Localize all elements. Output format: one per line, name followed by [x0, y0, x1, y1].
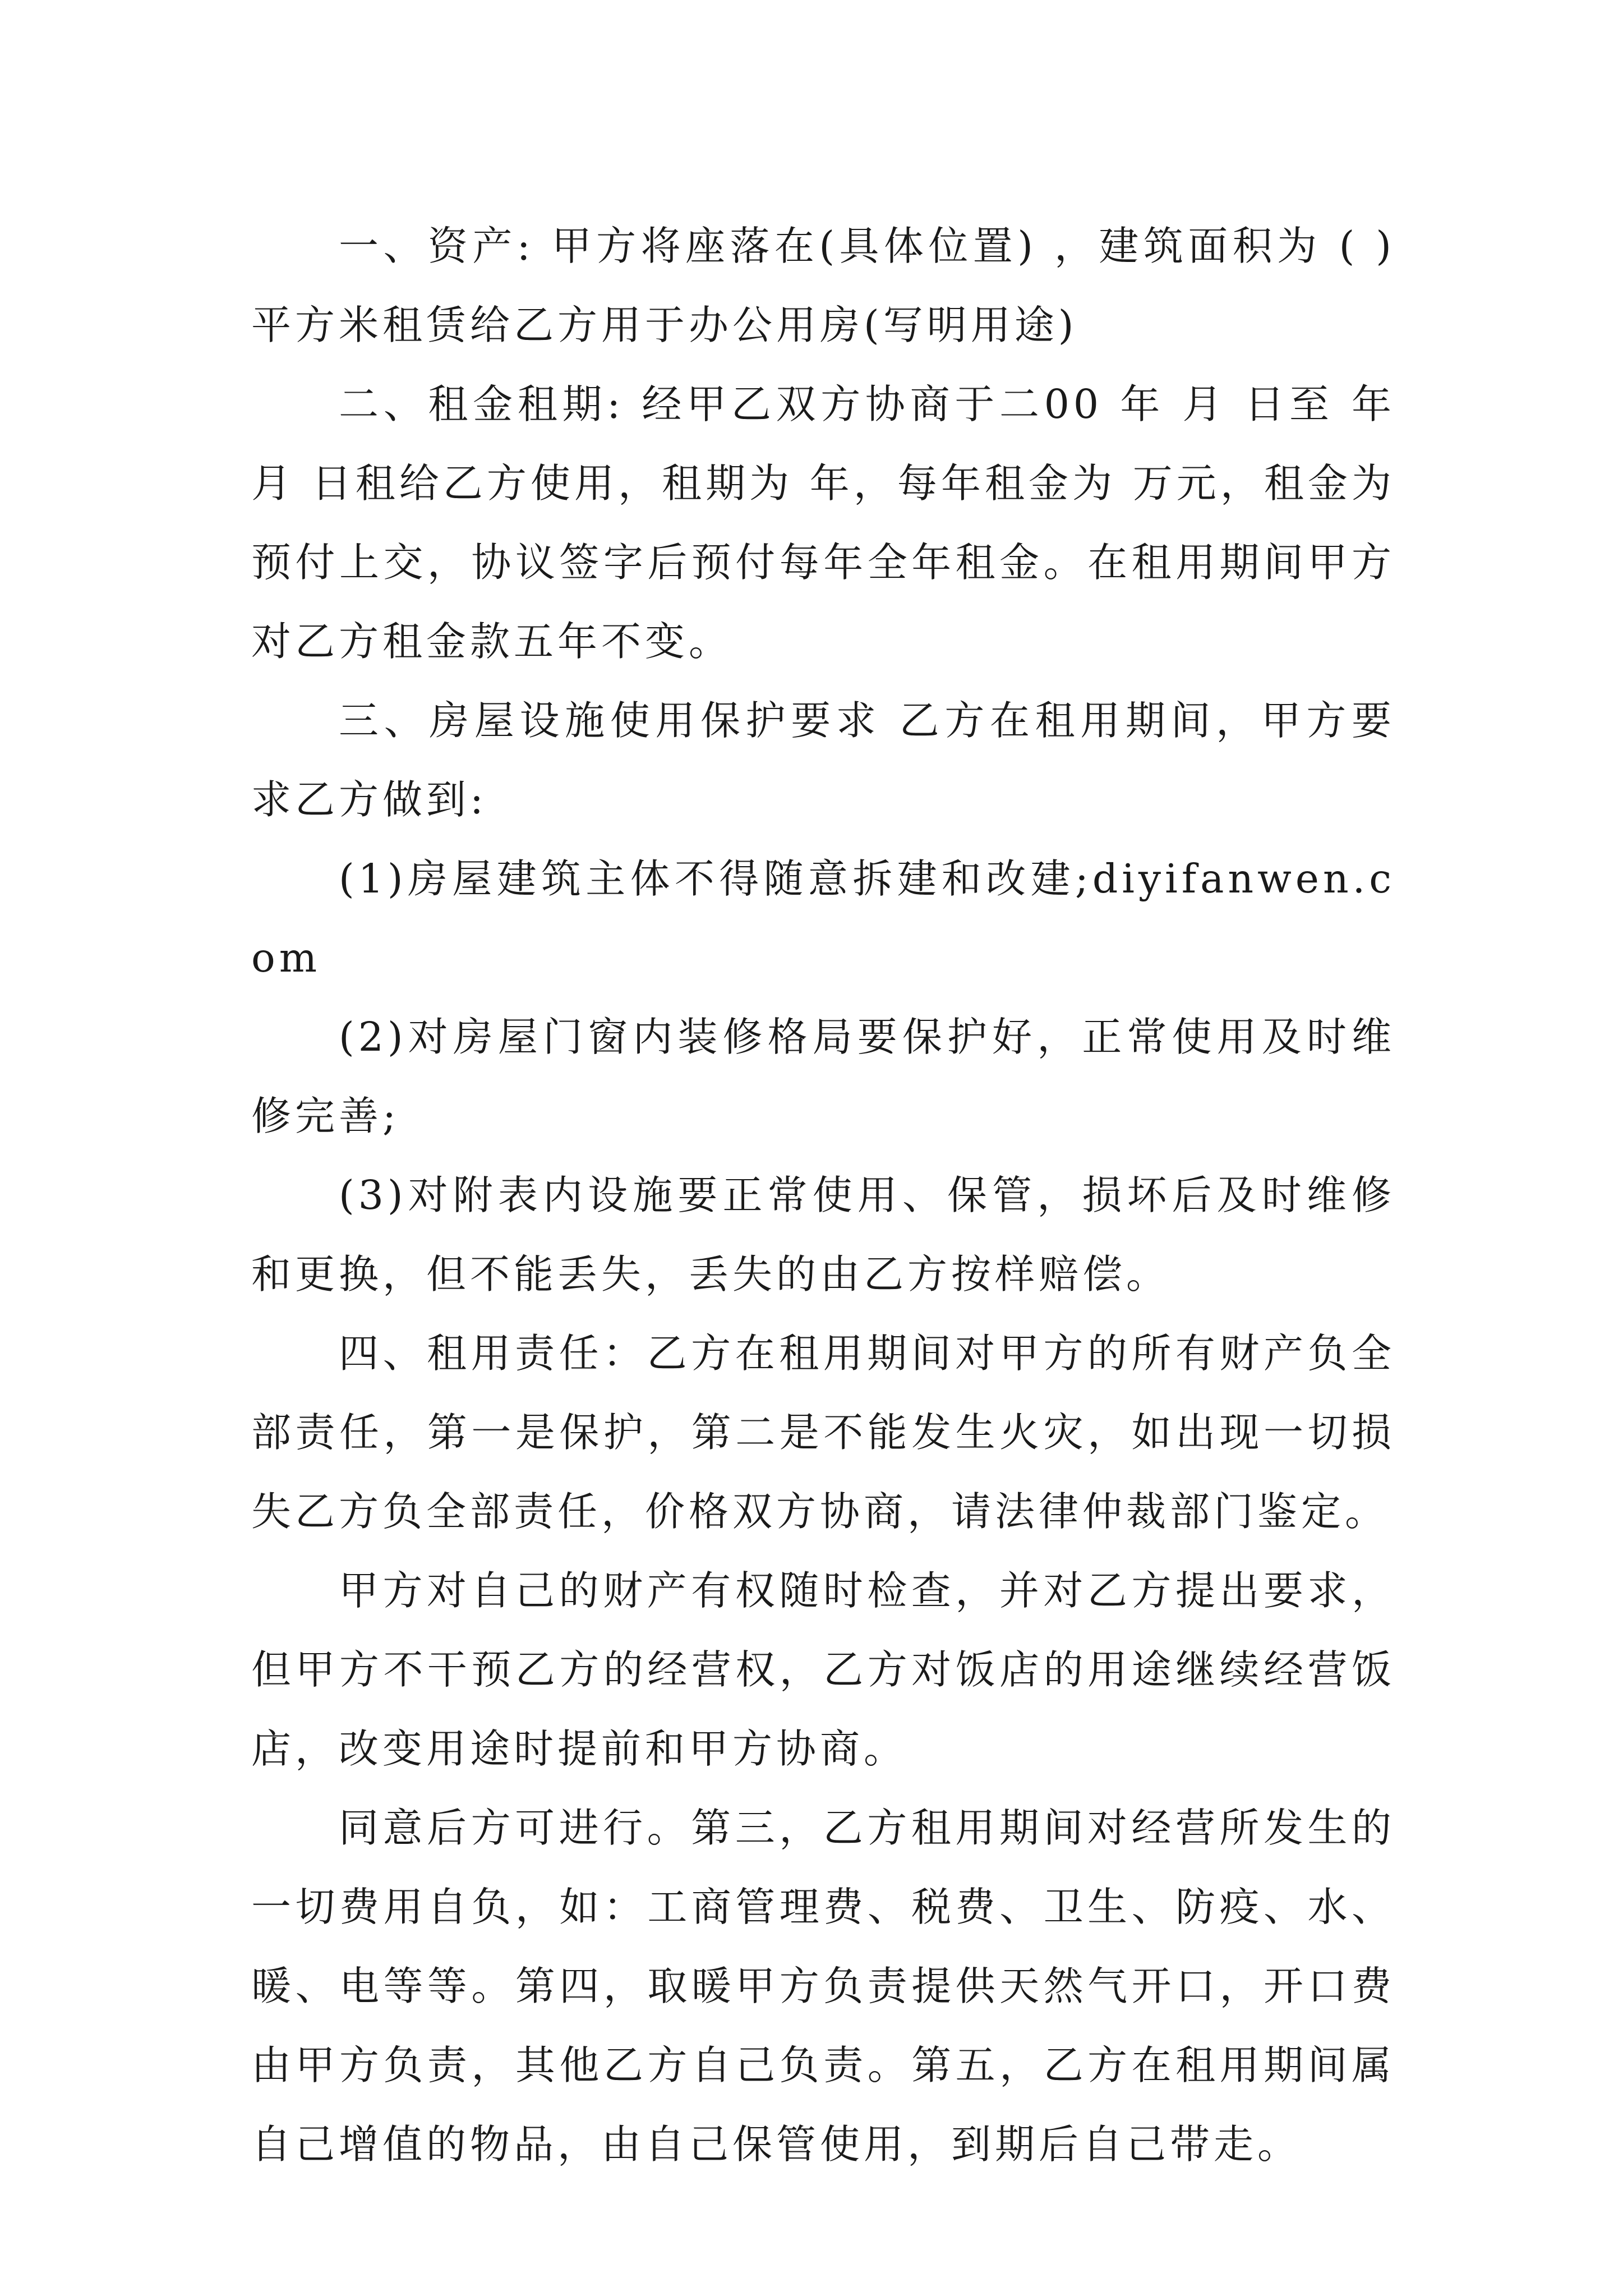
paragraph-requirement-2: (2)对房屋门窗内装修格局要保护好，正常使用及时维修完善;: [251, 1014, 1395, 1139]
paragraph-requirement-3: (3)对附表内设施要正常使用、保管，损坏后及时维修和更换，但不能丢失，丢失的由乙方按样赔偿。: [251, 1172, 1395, 1297]
paragraph-liability: 四、租用责任：乙方在租用期间对甲方的所有财产负全部责任，第一是保护，第二是不能发生火灾，如出现一切损失乙方负全部责任，价格双方协商，请法律仲裁部门鉴定。: [251, 1330, 1395, 1535]
paragraph-rent-term: 二、租金租期: 经甲乙双方协商于二00 年 月 日至 年 月 日租给乙方使用，租期为 年，每年租金为 万元，租金为预付上交，协议签字后预付每年全年租金。在租用期间甲方对乙方租金款五年不变。: [251, 381, 1395, 665]
paragraph-requirement-1: (1)房屋建筑主体不得随意拆建和改建;diyifanwen.com: [251, 855, 1395, 981]
paragraph-inspection-rights: 甲方对自己的财产有权随时检查，并对乙方提出要求，但甲方不干预乙方的经营权，乙方对饭店的用途继续经营饭店，改变用途时提前和甲方协商。: [251, 1567, 1395, 1772]
paragraph-expenses: 同意后方可进行。第三，乙方租用期间对经营所发生的一切费用自负，如：工商管理费、税费、卫生、防疫、水、暖、电等等。第四，取暖甲方负责提供天然气开口，开口费由甲方负责，其他乙方自己负责。第五，乙方在租用期间属自己增值的物品，由自己保管使用，到期后自己带走。: [251, 1805, 1395, 2168]
document-body: [251, 206, 1395, 2184]
paragraph-facility-requirements: 三、房屋设施使用保护要求 乙方在租用期间，甲方要求乙方做到:: [251, 697, 1395, 823]
paragraph-assets: 一、资产: 甲方将座落在(具体位置) ，建筑面积为 ( ) 平方米租赁给乙方用于办公用房(写明用途): [251, 223, 1395, 348]
